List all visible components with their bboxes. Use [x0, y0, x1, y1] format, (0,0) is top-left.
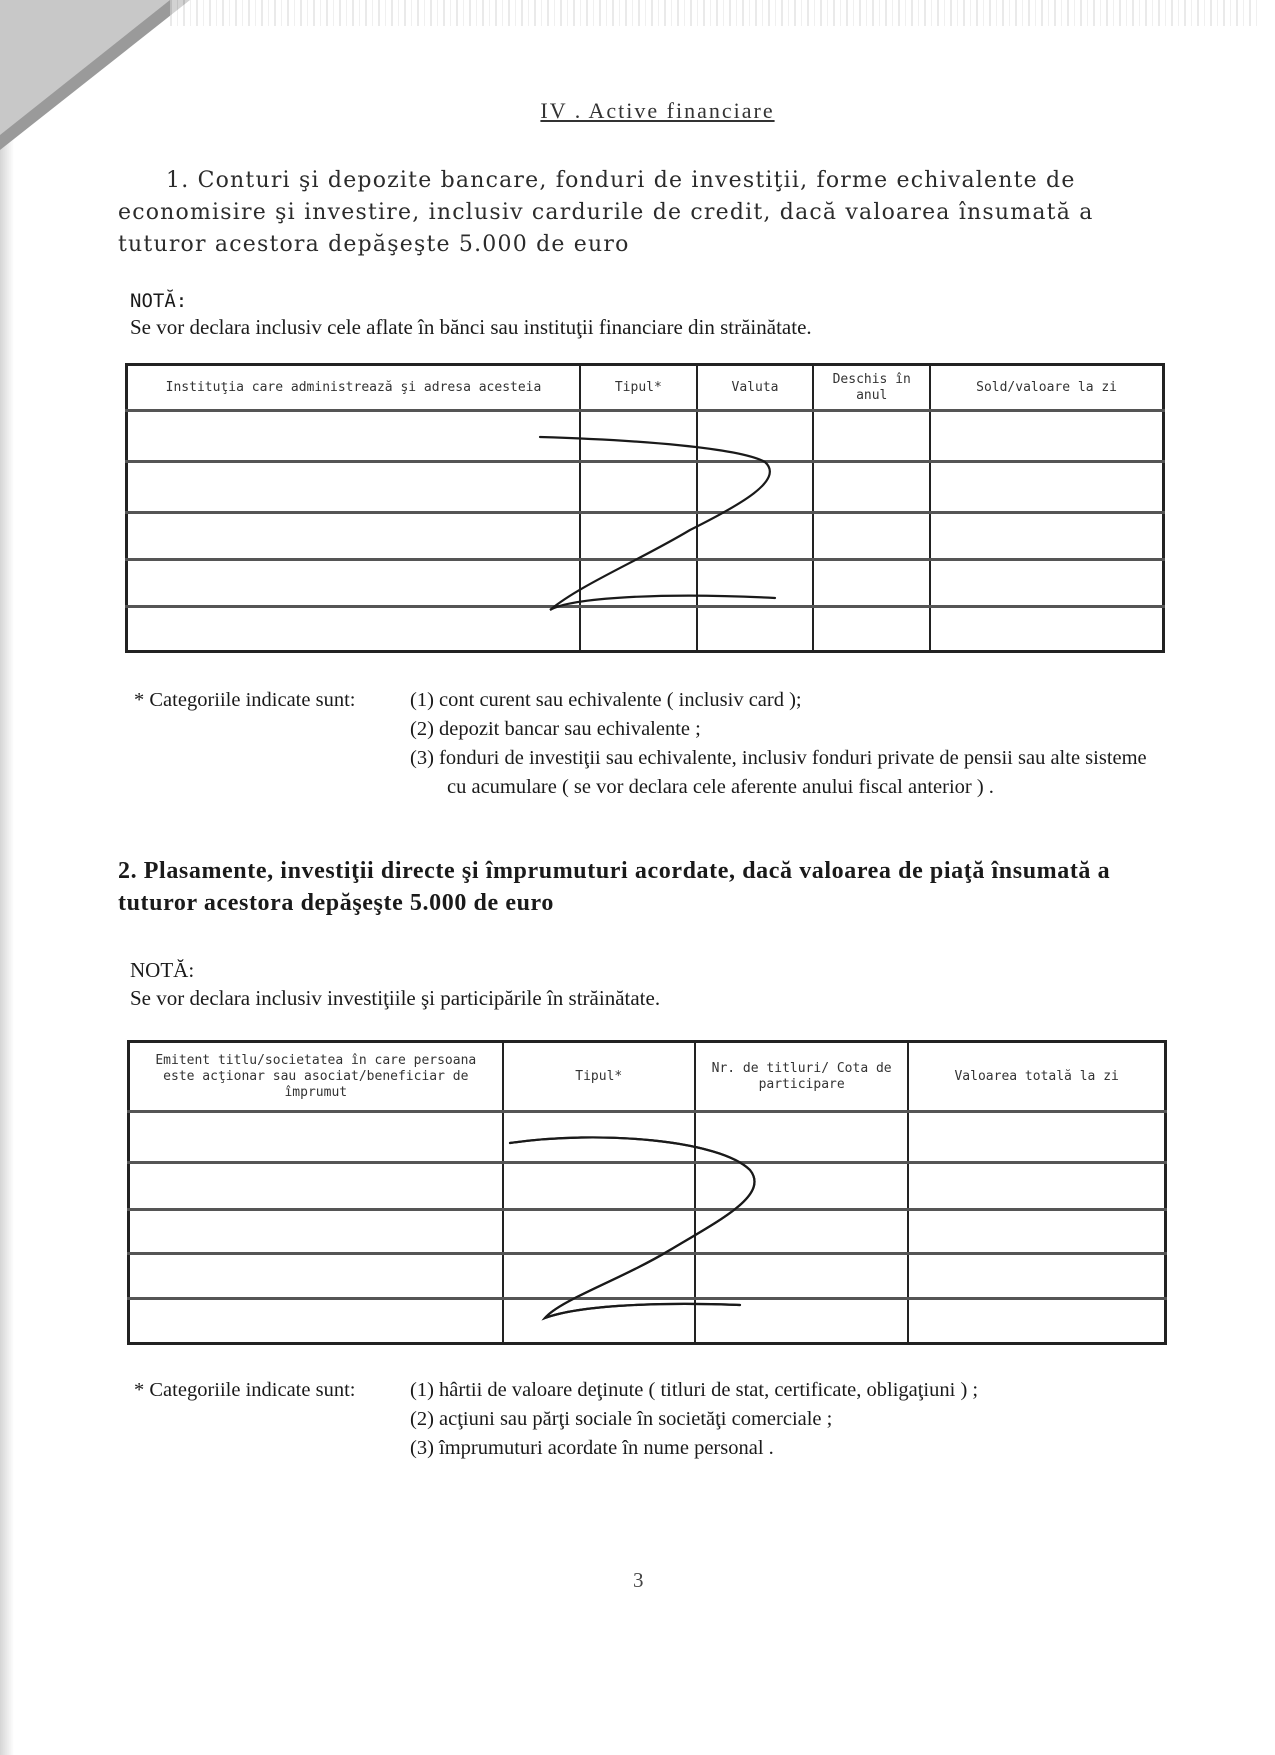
- table-cell[interactable]: [813, 560, 930, 607]
- section1-category-3: [410, 744, 1155, 802]
- table-cell[interactable]: [580, 560, 697, 607]
- table-cell[interactable]: [503, 1299, 695, 1344]
- table-cell[interactable]: [695, 1162, 908, 1209]
- table-cell[interactable]: [930, 462, 1163, 513]
- table-row: [129, 1112, 1166, 1163]
- table-cell[interactable]: [695, 1209, 908, 1254]
- table-cell[interactable]: [697, 607, 814, 652]
- scan-left-edge: [0, 0, 14, 1755]
- table-header-row: [127, 365, 1164, 411]
- section-title: IV . Active financiare: [540, 98, 775, 123]
- table-cell[interactable]: [697, 560, 814, 607]
- table-row: [129, 1254, 1166, 1299]
- table-cell[interactable]: [908, 1299, 1165, 1344]
- table-cell[interactable]: [930, 607, 1163, 652]
- table-cell[interactable]: [129, 1299, 503, 1344]
- table-cell[interactable]: [127, 513, 581, 560]
- header-total-value: Valoarea totală la zi: [908, 1042, 1165, 1112]
- table-row: [129, 1162, 1166, 1209]
- table-cell[interactable]: [580, 411, 697, 462]
- section2-category-2: (2) acţiuni sau părţi sociale în societăţi comerciale ;: [410, 1408, 833, 1430]
- table-cell[interactable]: [503, 1254, 695, 1299]
- section2-heading: 2. Plasamente, investiţii directe şi împrumuturi acordate, dacă valoarea de piaţă însumată a tuturor acestora depăşeşte 5.000 de euro: [118, 858, 1111, 916]
- header-currency: Valuta: [697, 365, 814, 411]
- table-row: [127, 513, 1164, 560]
- nota-label: NOTĂ:: [130, 290, 188, 312]
- table-cell[interactable]: [127, 560, 581, 607]
- table-row: [129, 1209, 1166, 1254]
- table-row: [127, 607, 1164, 652]
- table-cell[interactable]: [129, 1162, 503, 1209]
- section2-nota: [130, 958, 660, 1011]
- table-row: [127, 560, 1164, 607]
- table-cell[interactable]: [908, 1209, 1165, 1254]
- table-row: [127, 462, 1164, 513]
- table-cell[interactable]: [813, 411, 930, 462]
- header-type: Tipul*: [503, 1042, 695, 1112]
- table-cell[interactable]: [127, 607, 581, 652]
- table-cell[interactable]: [503, 1112, 695, 1163]
- table-row: [127, 411, 1164, 462]
- table-cell[interactable]: [580, 607, 697, 652]
- table-cell[interactable]: [930, 513, 1163, 560]
- table-cell[interactable]: [695, 1299, 908, 1344]
- table-cell[interactable]: [129, 1254, 503, 1299]
- table-cell[interactable]: [908, 1162, 1165, 1209]
- section2-categories-label: * Categoriile indicate sunt:: [134, 1379, 356, 1401]
- header-type: Tipul*: [580, 365, 697, 411]
- table-cell[interactable]: [908, 1254, 1165, 1299]
- nota-text: Se vor declara inclusiv cele aflate în bănci sau instituţii financiare din străinătate.: [130, 315, 812, 339]
- table-cell[interactable]: [129, 1112, 503, 1163]
- table-cell[interactable]: [129, 1209, 503, 1254]
- table-cell[interactable]: [503, 1209, 695, 1254]
- table-cell[interactable]: [580, 513, 697, 560]
- section1-category-3-text: (3) fonduri de investiţii sau echivalente, inclusiv fonduri private de pensii sau alte sisteme cu acumulare ( se vor declara cele aferente anului fiscal anterior ) .: [410, 747, 1147, 798]
- table-cell[interactable]: [697, 513, 814, 560]
- table-cell[interactable]: [813, 607, 930, 652]
- header-issuer: Emitent titlu/societatea în care persoana este acţionar sau asociat/beneficiar de împrumut: [129, 1042, 503, 1112]
- table-cell[interactable]: [127, 411, 581, 462]
- header-opened-year: Deschis în anul: [813, 365, 930, 411]
- table-row: [129, 1299, 1166, 1344]
- table-header-row: [129, 1042, 1166, 1112]
- table-cell[interactable]: [695, 1112, 908, 1163]
- table-cell[interactable]: [695, 1254, 908, 1299]
- section2-category-1: (1) hârtii de valoare deţinute ( titluri de stat, certificate, obligaţiuni ) ;: [410, 1379, 979, 1401]
- nota-text: Se vor declara inclusiv investiţiile şi participările în străinătate.: [130, 986, 661, 1010]
- accounts-table: [125, 363, 1165, 653]
- table-cell[interactable]: [127, 462, 581, 513]
- section1-category-1: (1) cont curent sau echivalente ( inclusiv card );: [410, 689, 802, 711]
- section2-category-3: (3) împrumuturi acordate în nume personal .: [410, 1437, 774, 1459]
- section1-heading: 1. Conturi şi depozite bancare, fonduri de investiţii, forme echivalente de economisire şi investire, inclusiv cardurile de credit, dacă valoarea însumată a tuturor acestora depăşeşte 5.000 de euro: [118, 168, 1094, 257]
- table-cell[interactable]: [908, 1112, 1165, 1163]
- section1-categories-label: * Categoriile indicate sunt:: [134, 689, 356, 711]
- scan-noise: [170, 0, 1260, 26]
- header-balance: Sold/valoare la zi: [930, 365, 1163, 411]
- page-number: 3: [633, 1568, 644, 1592]
- table-cell[interactable]: [930, 411, 1163, 462]
- nota-label: NOTĂ:: [130, 958, 195, 982]
- header-institution: Instituţia care administrează şi adresa acesteia: [127, 365, 581, 411]
- section1-category-2: (2) depozit bancar sau echivalente ;: [410, 718, 701, 740]
- section1-nota: [130, 290, 812, 340]
- table-cell[interactable]: [930, 560, 1163, 607]
- table-cell[interactable]: [813, 513, 930, 560]
- table-cell[interactable]: [503, 1162, 695, 1209]
- header-shares: Nr. de titluri/ Cota de participare: [695, 1042, 908, 1112]
- table-cell[interactable]: [813, 462, 930, 513]
- table-cell[interactable]: [697, 411, 814, 462]
- investments-table: [127, 1040, 1167, 1345]
- table-cell[interactable]: [697, 462, 814, 513]
- table-cell[interactable]: [580, 462, 697, 513]
